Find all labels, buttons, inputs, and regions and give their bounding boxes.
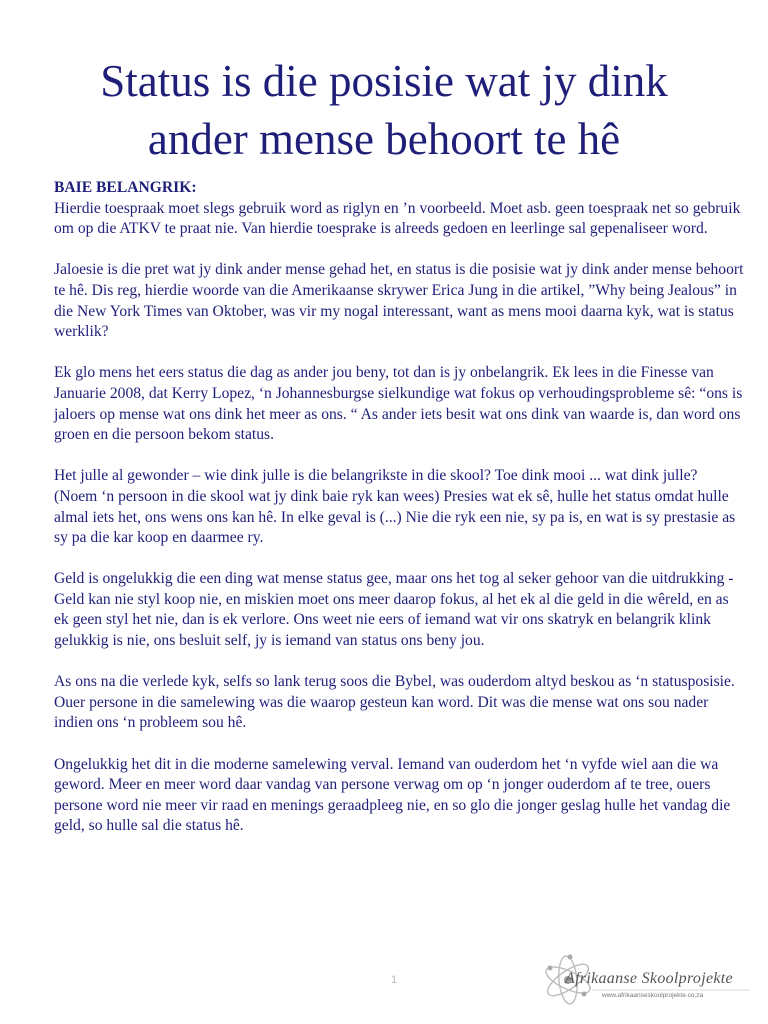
logo-text: Afrikaanse Skoolprojekte <box>565 970 733 987</box>
paragraph: Ek glo mens het eers status die dag as ander jou beny, tot dan is jy onbelangrik. Ek lees in die Finesse van Januarie 2008, dat Kerry Lopez, ‘n Johannesburgse sielkundige wat fokus op verhoudingsprobleme sê: “ons is jaloers op mense wat ons dink het meer as ons. “ As ander iets besit wat ons dink van waarde is, dan word ons groen en die persoon bekom status. <box>54 364 743 444</box>
paragraph: Ongelukkig het dit in die moderne samelewing verval. Iemand van ouderdom het ‘n vyfde wiel aan die wa geword. Meer en meer word daar vandag van persone verwag om op ‘n jonger ouderdom af te tree, ouers persone word nie meer vir raad en menings geraadpleeg nie, en so glo die jonger geslag hulle het vandag die geld, so hulle sal die status hê. <box>54 755 731 835</box>
title-line-1: Status is die posisie wat jy dink <box>100 56 668 106</box>
notice-text: Hierdie toespraak moet slegs gebruik word as riglyn en ’n voorbeeld. Moet asb. geen toespraak net so gebruik om op die ATKV te praat nie. Van hierdie toesprake is alreeds gedoen en leerlinge sal gepenaliseer word. <box>54 199 741 238</box>
paragraph: Het julle al gewonder – wie dink julle is die belangrikste in die skool? Toe dink mooi ... wat dink julle? (Noem ‘n persoon in die skool wat jy dink baie ryk kan wees) Presies wat ek sê, hulle het status omdat hulle almal iets het, ons wens ons kan hê. In elke geval is (...) Nie die ryk een nie, sy pa is, en wat is sy prestasie as sy pa die kar koop en daarmee ry. <box>54 467 736 547</box>
paragraph: As ons na die verlede kyk, selfs so lank terug soos die Bybel, was ouderdom altyd beskou as ‘n statusposisie. Ouer persone in die samelewing was die waarop gesteun kan word. Dit was die mense wat ons sou nader indien ons ‘n probleem sou hê. <box>54 673 735 732</box>
document-title <box>0 52 768 168</box>
publisher-logo <box>540 950 752 1012</box>
paragraph: Geld is ongelukkig die een ding wat mense status gee, maar ons het tog al seker gehoor van die uitdrukking - Geld kan nie styl koop nie, en miskien moet ons meer daarop fokus, al het ek al die geld in die wêreld, en as ek geen styl het nie, dan is ek verlore. Ons weet nie eers of iemand wat vir ons skatryk en belangrik klink gelukkig is nie, ons besluit self, jy is iemand van status ons beny jou. <box>54 570 734 650</box>
logo-url: www.afrikaanseskoolprojekte.co.za <box>602 992 704 999</box>
paragraph: Jaloesie is die pret wat jy dink ander mense gehad het, en status is die posisie wat jy dink ander mense behoort te hê. Dis reg, hierdie woorde van die Amerikaanse skrywer Erica Jung in die artikel, ”Why being Jealous” in die New York Times van Oktober, was vir my nogal interessant, want as mens mooi daarna kyk, wat is status werklik? <box>54 261 744 341</box>
paragraph-notice <box>54 178 744 240</box>
page-number: 1 <box>390 974 398 986</box>
title-line-2: ander mense behoort te hê <box>147 114 621 164</box>
notice-heading: BAIE BELANGRIK: <box>54 179 197 196</box>
document-body <box>54 178 744 858</box>
